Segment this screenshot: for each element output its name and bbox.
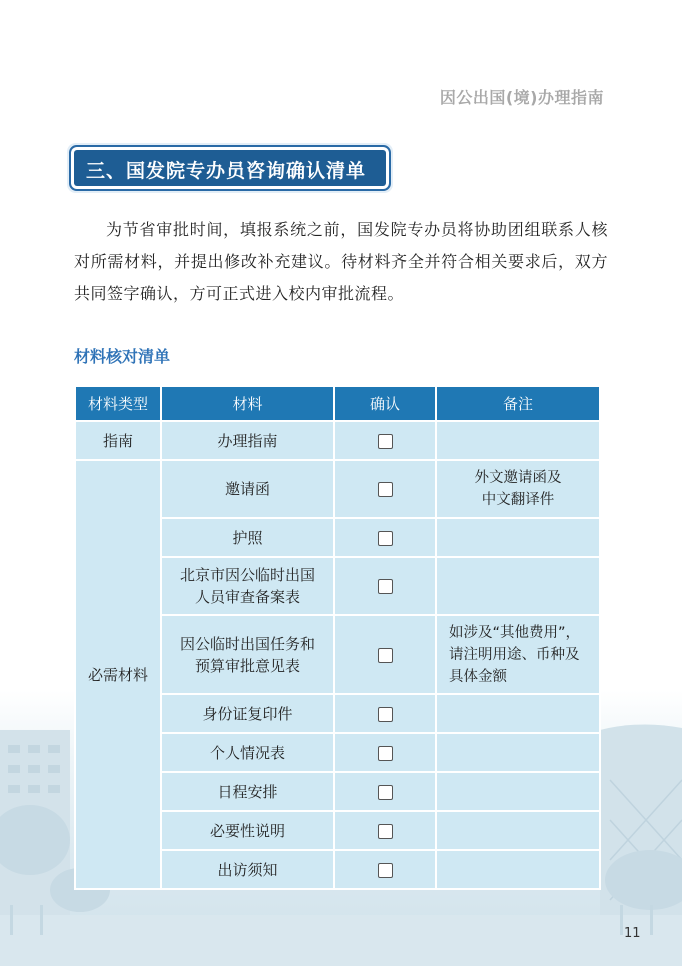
confirm-checkbox[interactable] xyxy=(378,746,393,761)
note-cell xyxy=(436,557,600,615)
confirm-cell xyxy=(334,615,436,694)
confirm-checkbox[interactable] xyxy=(378,648,393,663)
table-row xyxy=(75,421,600,460)
material-cell: 身份证复印件 xyxy=(161,694,334,733)
note-cell xyxy=(436,421,600,460)
material-cell: 日程安排 xyxy=(161,772,334,811)
column-header-confirm: 确认 xyxy=(334,386,436,421)
note-cell xyxy=(436,811,600,850)
confirm-cell xyxy=(334,421,436,460)
materials-checklist-table xyxy=(74,385,601,890)
section-title: 三、国发院专办员咨询确认清单 xyxy=(86,160,367,182)
column-header-type: 材料类型 xyxy=(75,386,161,421)
table-row xyxy=(75,460,600,518)
section-title-banner xyxy=(74,150,386,186)
confirm-cell xyxy=(334,460,436,518)
note-cell xyxy=(436,694,600,733)
page-number: 11 xyxy=(624,926,641,941)
confirm-checkbox[interactable] xyxy=(378,482,393,497)
document-header-title: 因公出国(境)办理指南 xyxy=(439,88,604,107)
material-cell: 必要性说明 xyxy=(161,811,334,850)
column-header-material: 材料 xyxy=(161,386,334,421)
confirm-checkbox[interactable] xyxy=(378,579,393,594)
confirm-cell xyxy=(334,694,436,733)
material-cell: 个人情况表 xyxy=(161,733,334,772)
note-cell xyxy=(436,772,600,811)
material-type-cell: 指南 xyxy=(75,421,161,460)
confirm-checkbox[interactable] xyxy=(378,863,393,878)
note-cell: 外文邀请函及 中文翻译件 xyxy=(436,460,600,518)
confirm-checkbox[interactable] xyxy=(378,785,393,800)
material-cell: 办理指南 xyxy=(161,421,334,460)
confirm-cell xyxy=(334,733,436,772)
confirm-cell xyxy=(334,518,436,557)
confirm-cell xyxy=(334,811,436,850)
material-cell: 北京市因公临时出国 人员审查备案表 xyxy=(161,557,334,615)
confirm-checkbox[interactable] xyxy=(378,434,393,449)
confirm-checkbox[interactable] xyxy=(378,707,393,722)
material-cell: 因公临时出国任务和 预算审批意见表 xyxy=(161,615,334,694)
material-cell: 护照 xyxy=(161,518,334,557)
confirm-checkbox[interactable] xyxy=(378,531,393,546)
note-cell xyxy=(436,850,600,889)
confirm-checkbox[interactable] xyxy=(378,824,393,839)
note-cell xyxy=(436,733,600,772)
column-header-note: 备注 xyxy=(436,386,600,421)
confirm-cell xyxy=(334,557,436,615)
material-type-cell: 必需材料 xyxy=(75,460,161,889)
confirm-cell xyxy=(334,772,436,811)
material-cell: 邀请函 xyxy=(161,460,334,518)
table-header-row xyxy=(75,386,600,421)
confirm-cell xyxy=(334,850,436,889)
intro-paragraph: 为节省审批时间，填报系统之前，国发院专办员将协助团组联系人核对所需材料，并提出修改补充建议。待材料齐全并符合相关要求后，双方共同签字确认，方可正式进入校内审批流程。 xyxy=(74,220,608,303)
note-cell xyxy=(436,518,600,557)
material-cell: 出访须知 xyxy=(161,850,334,889)
checklist-title: 材料核对清单 xyxy=(74,347,171,366)
note-cell: 如涉及“其他费用”， 请注明用途、币种及 具体金额 xyxy=(436,615,600,694)
